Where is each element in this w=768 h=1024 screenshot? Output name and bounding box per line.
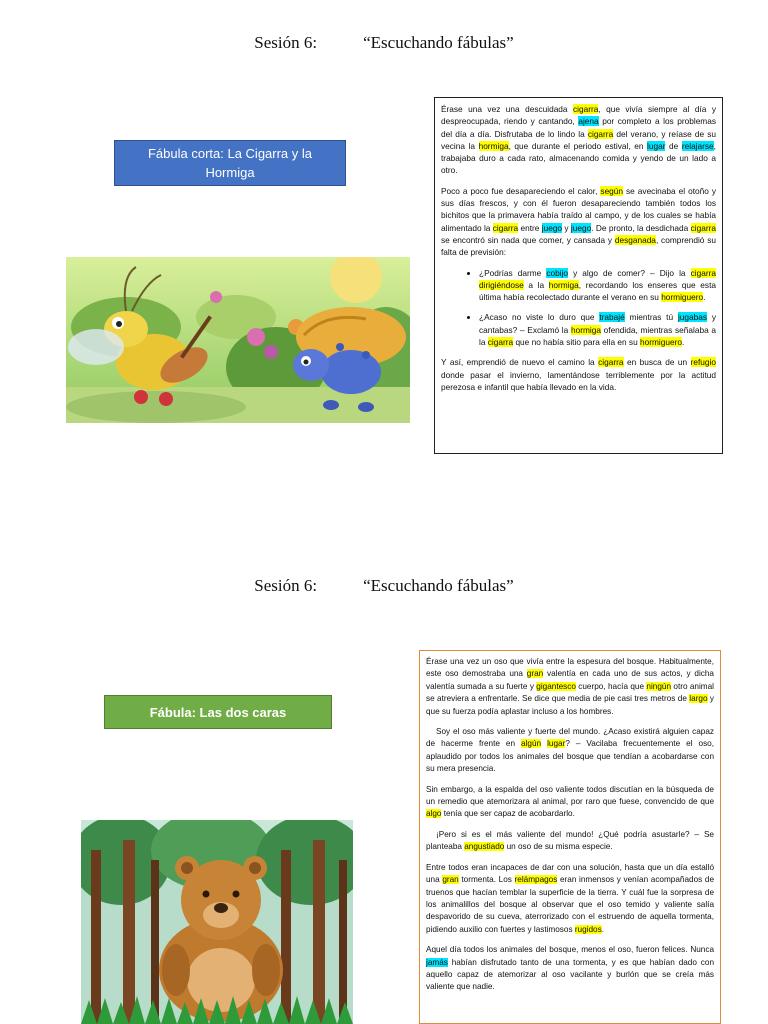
fable-text-box — [419, 650, 721, 1024]
text-run: mientras tú — [624, 312, 678, 323]
highlighted-word: gigantesco — [536, 681, 576, 691]
text-run: ¿Acaso no viste lo duro que — [479, 312, 600, 323]
fable-label: Fábula corta: La Cigarra y la Hormiga — [147, 146, 313, 180]
highlighted-word: gran — [526, 669, 544, 679]
highlighted-word: algo — [426, 809, 442, 819]
highlighted-word: juego — [541, 222, 563, 233]
text-run: . — [601, 924, 604, 934]
highlighted-word: desganada — [614, 234, 656, 245]
highlighted-word: jugabas — [677, 312, 708, 323]
session-number: Sesión 6: — [254, 33, 318, 52]
highlighted-word: dirigiéndose — [479, 279, 524, 290]
fable-paragraph — [426, 862, 714, 936]
highlighted-word: cigarra — [492, 222, 519, 233]
text-run: Y así, emprendió de nuevo el camino la — [441, 357, 599, 368]
highlighted-word: angustiado — [464, 842, 505, 852]
highlighted-word: lugar — [647, 140, 666, 151]
text-run: entre — [518, 222, 542, 233]
fable-paragraph — [426, 726, 714, 776]
text-run: un oso de su misma especie. — [504, 842, 613, 852]
text-run: , recordando los enseres que esta última había recolectado durante el verano en su — [479, 279, 716, 303]
highlighted-word: cigarra — [598, 357, 624, 368]
highlighted-word: cigarra — [690, 267, 716, 278]
fable-paragraph — [426, 944, 714, 994]
fable-paragraph — [426, 829, 714, 854]
text-run: , que vivía siempre al día y despreocupada, riendo y cantando, — [441, 104, 716, 127]
text-run: ? – Vacilaba frecuentemente el oso, aplaudido por todos los animales del bosque que tendían a acobardarse con su mera presencia. — [426, 739, 714, 774]
cicada-and-ant-illustration — [66, 257, 410, 423]
highlighted-word: hormiguero — [661, 292, 704, 303]
text-run: en busca de un — [623, 357, 691, 368]
text-run: ofendida, mientras señalaba a la — [479, 324, 716, 348]
highlighted-word: jamás — [426, 957, 448, 967]
highlighted-word: relámpagos — [514, 875, 558, 885]
text-run: del verano, y reíase de su vecina la — [441, 128, 716, 151]
highlighted-word: cigarra — [573, 104, 599, 114]
text-run: y que su fuerza podía aplastar incluso a los hombres. — [426, 694, 714, 716]
fable-label-box — [114, 140, 346, 186]
fable-paragraph — [441, 103, 716, 177]
dialogue-list — [441, 267, 716, 349]
text-run: se encontró sin nada que comer, y cansada y — [441, 234, 615, 245]
dialogue-item — [479, 311, 716, 348]
highlighted-word: rugidos — [574, 924, 602, 934]
cicada-ant-image — [66, 257, 410, 423]
highlighted-word: trabajé — [599, 312, 625, 323]
highlighted-word: cigarra — [587, 128, 614, 139]
fable-paragraph — [426, 656, 714, 718]
text-run: se avecinaba el otoño y sus días frescos, y con él fueron desapareciendo también todos los bichitos que la primavera había traído al campo, y de los cuales se había alimentado la — [441, 185, 717, 233]
highlighted-word: hormiga — [478, 140, 509, 151]
text-run: , que durante el periodo estival, en — [508, 140, 648, 151]
text-run: donde pasar el invierno, lamentándose terriblemente por la actitud perezosa e infantil que había llevado en la vida. — [441, 369, 716, 392]
session-page-2 — [0, 540, 768, 1024]
session-number: Sesión 6: — [254, 576, 318, 595]
text-run: ¿Podrías darme — [479, 267, 547, 278]
bear-image — [81, 820, 353, 1024]
highlighted-word: refugio — [690, 357, 716, 368]
highlighted-word: gran — [442, 875, 459, 885]
text-run: habían disfrutado tanto de una tormenta, y es que habían dado con aquello capaz de atemorizar al oso vacilante y burlón que se creía más valiente que nadie. — [426, 957, 714, 992]
highlighted-word: cigarra — [487, 337, 514, 348]
session-title — [0, 33, 768, 53]
text-run: tormenta. Los — [458, 875, 515, 885]
highlighted-word: cobijo — [546, 267, 568, 278]
fable-paragraph — [441, 356, 716, 393]
highlighted-word: hormiga — [570, 324, 601, 335]
fable-paragraph — [426, 784, 714, 821]
session-name: “Escuchando fábulas” — [363, 33, 514, 52]
highlighted-word: ningún — [646, 681, 672, 691]
fable-paragraph — [441, 185, 716, 259]
highlighted-word: juego — [570, 222, 592, 233]
highlighted-word: según — [600, 185, 624, 196]
text-run: ¡Pero si es el más valiente del mundo! ¿Qué podría asustarle? – Se planteaba — [426, 829, 714, 852]
text-run: Entre todos eran incapaces de dar con una solución, hasta que un día estalló una — [426, 862, 714, 885]
text-run: . De pronto, la desdichada — [591, 222, 691, 233]
fable-text-box — [434, 97, 723, 454]
fable-label-box — [104, 695, 332, 729]
text-run: Sin embargo, a la espalda del oso valiente todos discutían en la búsqueda de un remedio que atemorizara al animal, por raro que fuese, convencido de que — [426, 784, 714, 807]
fable-label: Fábula: Las dos caras — [149, 704, 287, 720]
highlighted-word: lugar — [547, 739, 566, 749]
text-run: . — [703, 292, 706, 303]
highlighted-word: hormiguero — [640, 337, 682, 348]
text-run: y cantabas? – Exclamó la — [479, 312, 716, 335]
highlighted-word: cigarra — [690, 222, 716, 233]
text-run: y algo de comer? – Dijo la — [568, 267, 691, 278]
text-run: por completo a los problemas del día a día. Disfrutaba de lo lindo la — [441, 116, 716, 139]
text-run: Poco a poco fue desapareciendo el calor, — [441, 185, 601, 196]
bear-illustration — [81, 820, 353, 1024]
text-run: . — [681, 337, 685, 348]
text-run: de — [665, 140, 682, 151]
highlighted-word: algún — [521, 739, 542, 749]
highlighted-word: largo — [689, 694, 708, 704]
session-title — [0, 576, 768, 596]
text-run: valentía en cada uno de sus actos, y dicha valentía sumada a su fuerte y — [426, 669, 714, 691]
text-run: y — [562, 222, 571, 233]
highlighted-word: hormiga — [548, 279, 579, 290]
text-run: otro animal se atreviera a enfrentarle. Se dice que media de pie casi tres metros de — [426, 681, 714, 704]
text-run: a la — [523, 279, 549, 290]
text-run: tenía que ser capaz de acobardarlo. — [441, 809, 575, 819]
text-run: Soy el oso más valiente y fuerte del mundo. ¿Acaso existirá alguien capaz de hacerme frente en — [426, 727, 714, 749]
ant-body — [321, 350, 381, 394]
text-run: , trabajaba duro a cada rato, almacenando comida y yendo de un lado a otro. — [441, 140, 716, 176]
text-run: Aquel día todos los animales del bosque, menos el oso, fueron felices. Nunca — [426, 945, 714, 955]
text-run: Érase una vez una descuidada — [441, 104, 573, 114]
text-run: Érase una vez un oso que vivía entre la espesura del bosque. Habitualmente, este oso demostraba una — [426, 657, 714, 679]
text-run: cuerpo, hacía que — [575, 681, 647, 691]
dialogue-item — [479, 267, 716, 304]
text-run: que no había sitio para ella en su — [513, 337, 640, 348]
text-run: , comprendió su falta de previsión: — [441, 234, 716, 258]
session-name: “Escuchando fábulas” — [363, 576, 514, 595]
highlighted-word: ajena — [578, 116, 599, 127]
highlighted-word: relajarse — [681, 140, 714, 151]
text-run: eran inmensos y venían acompañados de truenos que hacían temblar la superficie de la tierra. Y cuál fue la sorpresa de los animalillos del bosque al observar que el oso temido y valiente salía despavorido de su cueva, aterrorizado con el estruendo de aquella tormenta, pidiendo auxilio con fuertes y lastimosos — [426, 875, 715, 934]
